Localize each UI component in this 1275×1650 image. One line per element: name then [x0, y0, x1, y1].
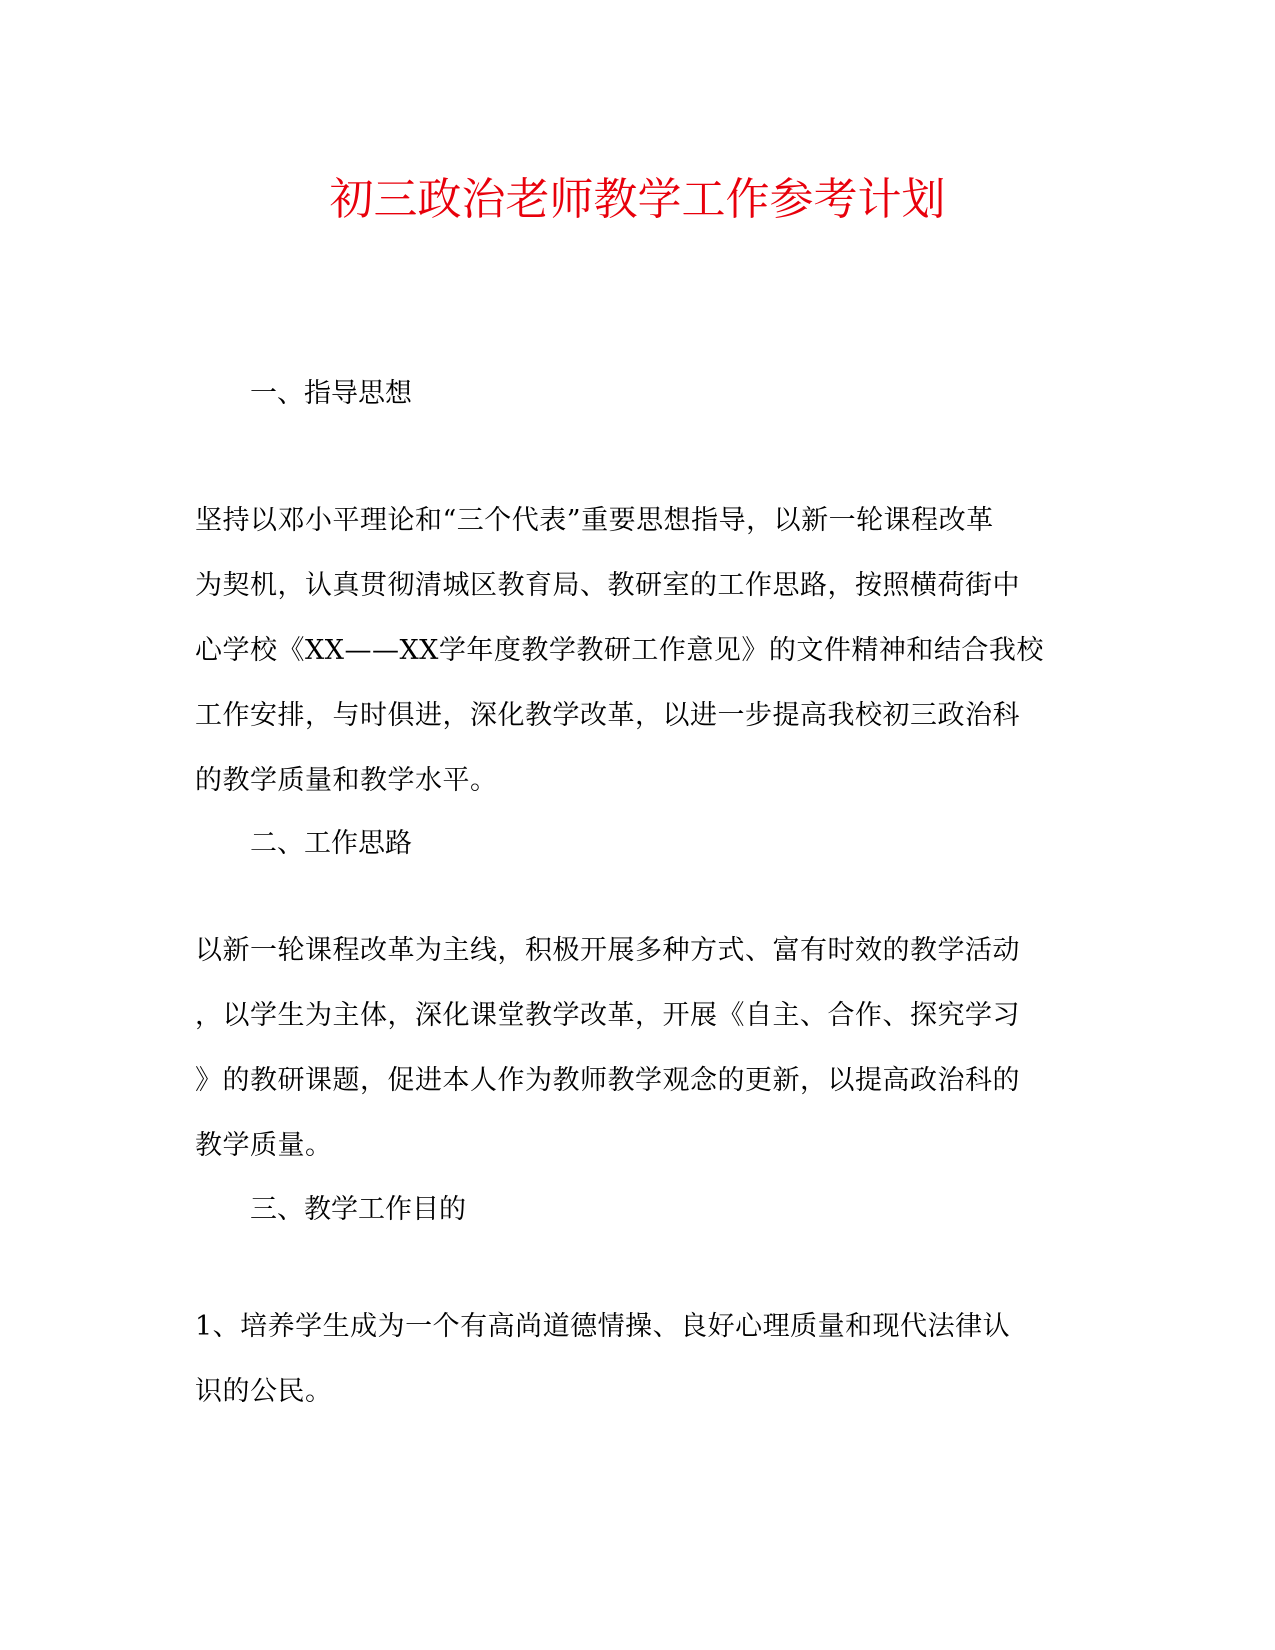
section-heading-1: 一、指导思想 — [250, 378, 412, 409]
paragraph-line: 1、培养学生成为一个有高尚道德情操、良好心理质量和现代法律认 — [195, 1311, 1011, 1342]
document-title: 初三政治老师教学工作参考计划 — [329, 174, 946, 225]
paragraph-line: 以新一轮课程改革为主线，积极开展多种方式、富有时效的教学活动 — [195, 935, 1020, 966]
paragraph-line: 的教学质量和教学水平。 — [195, 765, 498, 796]
section-paragraph-3 — [195, 1294, 1075, 1424]
section-paragraph-2 — [195, 918, 1075, 1178]
paragraph-line: 为契机，认真贯彻清城区教育局、教研室的工作思路，按照横荷街中 — [195, 570, 1020, 601]
section-heading-2: 二、工作思路 — [250, 828, 412, 859]
paragraph-line: 识的公民。 — [195, 1376, 333, 1407]
paragraph-line: ，以学生为主体，深化课堂教学改革，开展《自主、合作、探究学习 — [195, 1000, 1020, 1031]
section-paragraph-1 — [195, 488, 1075, 813]
paragraph-line: 工作安排，与时俱进，深化教学改革，以进一步提高我校初三政治科 — [195, 700, 1020, 731]
section-heading-3: 三、教学工作目的 — [250, 1194, 466, 1225]
paragraph-line: 心学校《XX——XX学年度教学教研工作意见》的文件精神和结合我校 — [195, 635, 1044, 666]
paragraph-line: 》的教研课题，促进本人作为教师教学观念的更新，以提高政治科的 — [195, 1065, 1020, 1096]
paragraph-line: 坚持以邓小平理论和“三个代表”重要思想指导，以新一轮课程改革 — [195, 505, 994, 536]
paragraph-line: 教学质量。 — [195, 1130, 333, 1161]
